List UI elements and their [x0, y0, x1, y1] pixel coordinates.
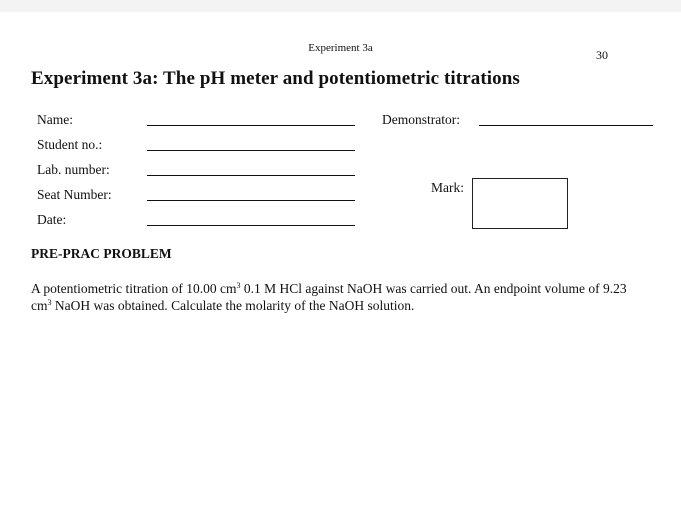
- running-header: Experiment 3a: [308, 42, 373, 54]
- name-field[interactable]: [147, 125, 355, 126]
- date-field[interactable]: [147, 225, 355, 226]
- date-label: Date:: [37, 212, 67, 227]
- seat-number-field[interactable]: [147, 200, 355, 201]
- lab-number-label: Lab. number:: [37, 162, 110, 177]
- mark-box[interactable]: [472, 178, 568, 229]
- superscript-3: 3: [236, 281, 241, 290]
- pre-prac-problem-text: [31, 280, 631, 314]
- superscript-3: 3: [47, 298, 52, 307]
- problem-text-part1: A potentiometric titration of 10.00 cm: [31, 281, 237, 296]
- page-title: Experiment 3a: The pH meter and potentiometric titrations: [31, 68, 520, 89]
- seat-number-label: Seat Number:: [37, 187, 112, 202]
- mark-label: Mark:: [431, 180, 464, 195]
- pre-prac-heading: PRE-PRAC PROBLEM: [31, 246, 172, 261]
- demonstrator-label: Demonstrator:: [382, 112, 460, 127]
- lab-number-field[interactable]: [147, 175, 355, 176]
- name-label: Name:: [37, 112, 73, 127]
- problem-text-part3: NaOH was obtained. Calculate the molarity of the NaOH solution.: [51, 298, 415, 313]
- student-no-label: Student no.:: [37, 137, 103, 152]
- problem-text-part2: 0.1 M HCl against NaOH was carried out. An endpoint volume of 9.23 cm: [31, 281, 627, 313]
- page-number: 30: [596, 48, 608, 62]
- student-no-field[interactable]: [147, 150, 355, 151]
- demonstrator-field[interactable]: [479, 125, 653, 126]
